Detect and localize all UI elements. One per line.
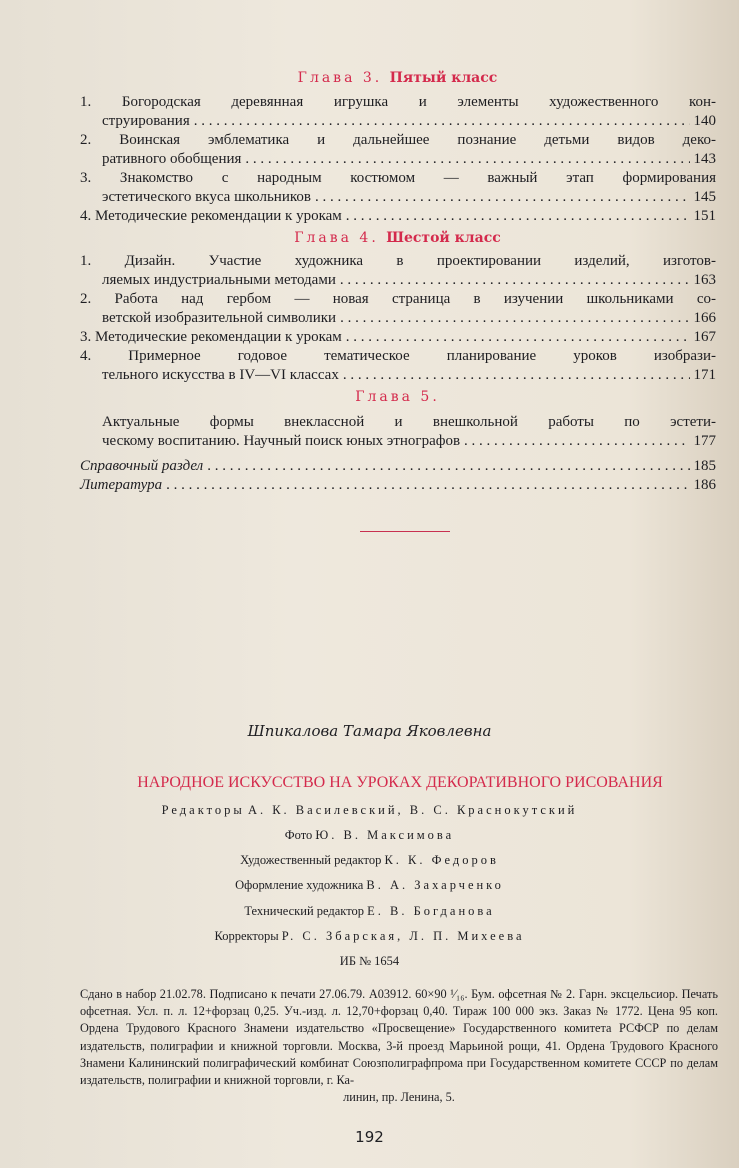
dot-leader <box>207 457 689 476</box>
credit-line <box>0 853 739 868</box>
page-ref: 145 <box>693 189 716 205</box>
page-number: 192 <box>355 1128 384 1146</box>
page-ref: 167 <box>693 329 716 345</box>
toc-chapter-4 <box>80 252 716 385</box>
credit-line <box>0 803 739 818</box>
toc-entry-line: 2. Работа над гербом — новая страница в изучении школьниками со- <box>80 291 716 307</box>
dot-leader <box>166 476 689 495</box>
page-ref: 140 <box>693 113 716 129</box>
chapter-title: Шестой класс <box>386 230 501 246</box>
credit-name: А. К. Василевский, В. С. Краснокутский <box>247 803 578 817</box>
chapter-4-heading <box>80 230 715 246</box>
imprint-text: Сдано в набор 21.02.78. Подписано к печати 27.06.79. А03912. 60×90 ¹⁄₁₆. Бум. офсетная № 2. Гарн. эксцельсиор. Печать офсетная. Усл. п. л. 12+форзац 0,25. Уч.-изд. л. 12,70+форзац 0,40. Тираж 100 000 экз. Заказ № 1772. Цена 95 коп. Ордена Трудового Красного Знамени издательство «Просвещение» Государственного комитета РСФСР по делам издательств, полиграфии и книжной торговли. Москва, 3-й проезд Марьиной рощи, 41. Ордена Трудового Красного Знамени Калининский полиграфический комбинат Союзполиграфпрома при Государственном комитете СССР по делам издательств, полиграфии и книжной торговли, г. Ка- <box>80 987 718 1088</box>
dot-leader <box>346 328 690 347</box>
imprint-text-last: линин, пр. Ленина, 5. <box>343 1090 455 1105</box>
toc-entry-text: струирования <box>102 113 190 129</box>
dot-leader <box>194 112 690 131</box>
toc-entry-line: 2. Воинская эмблематика и дальнейшее познание детьми видов деко- <box>80 132 716 148</box>
chapter-label: Глава 4. <box>294 230 379 246</box>
toc-entry-line: 1. Богородская деревянная игрушка и элементы художественного кон- <box>80 94 716 110</box>
toc-entry-text: ративного обобщения <box>102 151 242 167</box>
toc-entry <box>80 366 716 385</box>
toc-entry-text: ветской изобразительной символики <box>102 310 337 326</box>
credit-role: Оформление художника <box>235 878 364 892</box>
page-ref: 151 <box>693 208 716 224</box>
credit-name: К. К. Федоров <box>384 853 499 867</box>
toc-chapter-5 <box>80 413 716 451</box>
toc-entry <box>80 271 716 290</box>
dot-leader <box>464 432 689 451</box>
credit-name: Е. В. Богданова <box>367 904 495 918</box>
page-ref: 166 <box>693 310 716 326</box>
toc-entry-line: 3. Знакомство с народным костюмом — важный этап формирования <box>80 170 716 186</box>
dot-leader <box>315 188 690 207</box>
chapter-label: Глава 5. <box>355 389 440 405</box>
credit-role: Корректоры <box>214 929 279 943</box>
credit-role: Фото <box>284 828 313 842</box>
toc-entry-text: ляемых индустриальными методами <box>102 272 336 288</box>
credit-role: Художественный редактор <box>240 853 382 867</box>
toc-entry <box>80 328 716 347</box>
page-ref: 171 <box>693 367 716 383</box>
toc-entry <box>80 457 716 476</box>
dot-leader <box>340 271 690 290</box>
page-ref: 163 <box>693 272 716 288</box>
toc-entry-text: ческому воспитанию. Научный поиск юных этнографов <box>102 433 461 449</box>
page-ref: 185 <box>693 458 716 474</box>
dot-leader <box>343 366 690 385</box>
toc-entry-text: 3. Методические рекомендации к урокам <box>80 329 342 345</box>
credit-line <box>0 828 739 843</box>
dot-leader <box>346 207 690 226</box>
toc-entry <box>80 476 716 495</box>
toc-entry <box>80 112 716 131</box>
credit-line <box>0 878 739 893</box>
page-ref: 186 <box>693 477 716 493</box>
toc-entry <box>80 188 716 207</box>
toc-entry-text: Справочный раздел <box>80 458 204 474</box>
credit-name: Ю. В. Максимова <box>315 828 455 842</box>
toc-entry-line: 1. Дизайн. Участие художника в проектировании изделий, изготов- <box>80 253 716 269</box>
credit-line <box>0 929 739 944</box>
toc-entry-text: эстетического вкуса школьников <box>102 189 311 205</box>
dot-leader <box>245 150 689 169</box>
page-ref: 177 <box>693 433 716 449</box>
credit-name: В. А. Захарченко <box>366 878 504 892</box>
divider-rule <box>360 531 450 532</box>
credit-line <box>0 904 739 919</box>
chapter-3-heading <box>80 70 715 86</box>
toc-chapter-3 <box>80 93 716 226</box>
credit-role: Редакторы <box>161 803 245 817</box>
author-name: Шпикалова Тамара Яковлевна <box>247 722 492 740</box>
chapter-label: Глава 3. <box>297 70 383 86</box>
imprint <box>80 986 718 1106</box>
chapter-title: Пятый класс <box>389 70 498 86</box>
toc-entry-text: тельного искусства в IV—VI классах <box>102 367 339 383</box>
dot-leader <box>340 309 689 328</box>
toc-entry <box>80 309 716 328</box>
toc-entry <box>80 150 716 169</box>
toc-entry-line: 4. Примерное годовое тематическое планирование уроков изобрази- <box>80 348 716 364</box>
chapter-5-heading <box>80 389 715 405</box>
toc-entry <box>102 432 716 451</box>
book-title: НАРОДНОЕ ИСКУССТВО НА УРОКАХ ДЕКОРАТИВНОГО РИСОВАНИЯ <box>137 774 663 791</box>
toc-entry-text: Литература <box>80 477 163 493</box>
toc-entry <box>80 207 716 226</box>
toc-entry-line: Актуальные формы внеклассной и внешкольной работы по эстети- <box>102 414 716 430</box>
page-ref: 143 <box>693 151 716 167</box>
credit-role: Технический редактор <box>244 904 365 918</box>
toc-entry-text: 4. Методические рекомендации к урокам <box>80 208 342 224</box>
ib-number: ИБ № 1654 <box>339 954 400 968</box>
credit-name: Р. С. Збарская, Л. П. Михеева <box>281 929 525 943</box>
toc-extra <box>80 457 716 495</box>
